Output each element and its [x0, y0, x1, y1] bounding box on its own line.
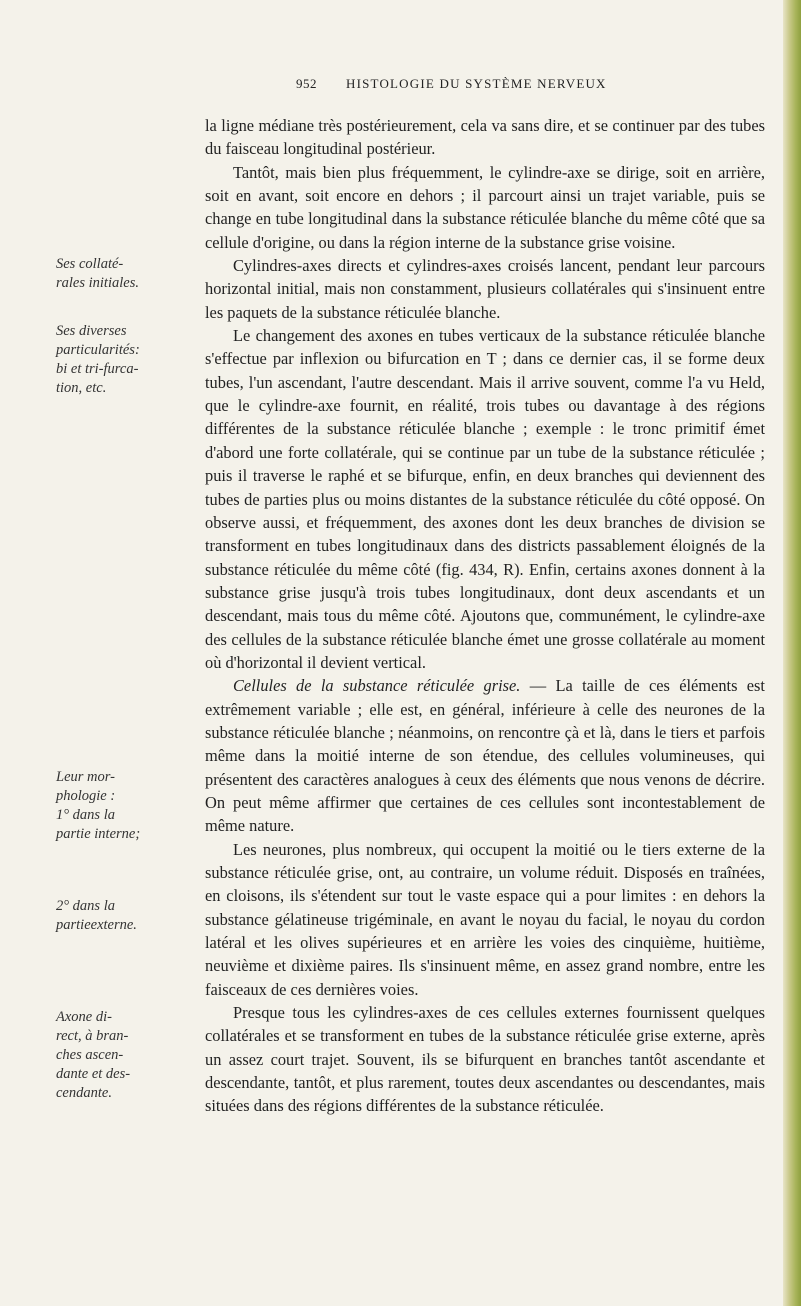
margin-note-line: particularités:: [56, 342, 140, 358]
margin-note-line: 1° dans la: [56, 807, 115, 823]
margin-note: [56, 768, 176, 844]
margin-note-line: Leur mor-: [56, 769, 115, 785]
page-header: [0, 76, 801, 96]
paragraph-text: Cylindres-axes directs et cylindres-axes croisés lancent, pendant leur parcours horizontal initial, mais non constamment, plusieurs collatérales qui s'insinuent entre les paquets de la substance réticulée blanche.: [205, 256, 765, 322]
paragraph-text: Le changement des axones en tubes verticaux de la substance réticulée blanche s'effectue par inflexion ou bifurcation en T ; dans ce dernier cas, il se forme deux tubes, l'un ascendant, l'autre descendant. Mais il arrive souvent, comme l'a vu Held, que le cylindre-axe fournit, en réalité, trois tubes ou davantage à des régions différentes de la substance réticulée blanche ; exemple : le tronc primitif émet d'abord une forte collatérale, qui se continue par un tube de la substance réticulée ; puis il traverse le raphé et se bifurque, enfin, en deux branches qui deviennent des tubes de parties plus ou moins distantes de la substance réticulée du côté opposé. On observe aussi, et fréquemment, des axones dont les deux branches de division se transforment en tubes longitudinaux dans des districts passablement éloignés de la substance réticulée du même côté (fig. 434, R). Enfin, certains axones donnent à la substance grise jusqu'à trois tubes longitudinaux, dont deux ascendants et un descendant, mais tous du même côté. Ajoutons que, communément, le cylindre-axe des cellules de la substance réticulée blanche émet une grosse collatérale au moment où d'horizontal il devient vertical.: [205, 326, 765, 672]
page-edge: [783, 0, 801, 1306]
page-number: 952: [296, 76, 317, 91]
margin-note-line: bi et tri-furca-: [56, 361, 139, 377]
margin-note: [56, 897, 176, 935]
paragraph: [205, 838, 765, 1001]
paragraph: [205, 1001, 765, 1118]
paragraph: [205, 254, 765, 324]
margin-note-line: ches ascen-: [56, 1047, 124, 1063]
margin-note-line: phologie :: [56, 788, 116, 804]
margin-note-line: Axone di-: [56, 1009, 112, 1025]
paragraph-text: Presque tous les cylindres-axes de ces cellules externes fournissent quelques collatérales et se transforment en tubes de la substance réticulée grise externe, après un assez court trajet. Souvent, ils se bifurquent en branches tantôt ascendante et descendante, tantôt, et plus rarement, toutes deux ascendantes ou descendantes, mais situées dans des régions différentes de la substance réticulée.: [205, 1003, 765, 1116]
margin-note-line: rales initiales.: [56, 275, 139, 291]
body-text: [205, 114, 765, 1118]
margin-note: [56, 322, 176, 398]
margin-note-line: Ses collaté-: [56, 256, 124, 272]
margin-note-line: tion, etc.: [56, 380, 107, 396]
margin-note: [56, 1008, 176, 1103]
margin-note: [56, 255, 176, 293]
running-title: HISTOLOGIE DU SYSTÈME NERVEUX: [346, 76, 607, 91]
section-heading: Cellules de la substance réticulée grise.: [233, 676, 521, 696]
paragraph-text: Tantôt, mais bien plus fréquemment, le cylindre-axe se dirige, soit en arrière, soit en avant, soit encore en dehors ; il parcourt ainsi un trajet variable, puis se change en tube longitudinal dans la substance réticulée blanche du même côté que sa cellule d'origine, ou dans la région interne de la substance grise voisine.: [205, 162, 765, 252]
margin-note-line: partieexterne.: [56, 917, 137, 933]
margin-note-line: rect, à bran-: [56, 1028, 129, 1044]
margin-note-line: 2° dans la: [56, 898, 115, 914]
paragraph: [205, 324, 765, 674]
margin-note-line: cendante.: [56, 1085, 112, 1101]
paragraph: [205, 114, 765, 161]
margin-note-line: partie interne;: [56, 826, 141, 842]
paragraph: [205, 674, 765, 837]
paragraph-text: Les neurones, plus nombreux, qui occupent la moitié ou le tiers externe de la substance réticulée grise, ont, au contraire, un volume réduit. Disposés en traînées, en cloisons, ils s'étendent sur tout le vaste espace qui a pour limites : en dehors la substance gélatineuse trigéminale, en avant le noyau du facial, le noyau du cordon latéral et les olives supérieures et en arrière les voies des cinquième, huitième, neuvième et dixième paires. Ils s'insinuent même, en assez grand nombre, entre les faisceaux de ces dernières voies.: [205, 839, 765, 999]
paragraph-text: la ligne médiane très postérieurement, cela va sans dire, et se continuer par des tubes du faisceau longitudinal postérieur.: [205, 116, 765, 159]
paragraph: [205, 161, 765, 254]
margin-note-line: Ses diverses: [56, 323, 127, 339]
margin-note-line: dante et des-: [56, 1066, 131, 1082]
paragraph-text: — La taille de ces éléments est extrêmement variable ; elle est, en général, inférieure à celle des neurones de la substance réticulée blanche ; néanmoins, on rencontre çà et là, dans le tiers et parfois même dans la moitié interne de son étendue, des cellules volumineuses, qui présentent des caractères analogues à ceux des éléments que nous venons de décrire. On peut même affirmer que certaines de ces cellules sont incontestablement de même nature.: [205, 676, 765, 836]
